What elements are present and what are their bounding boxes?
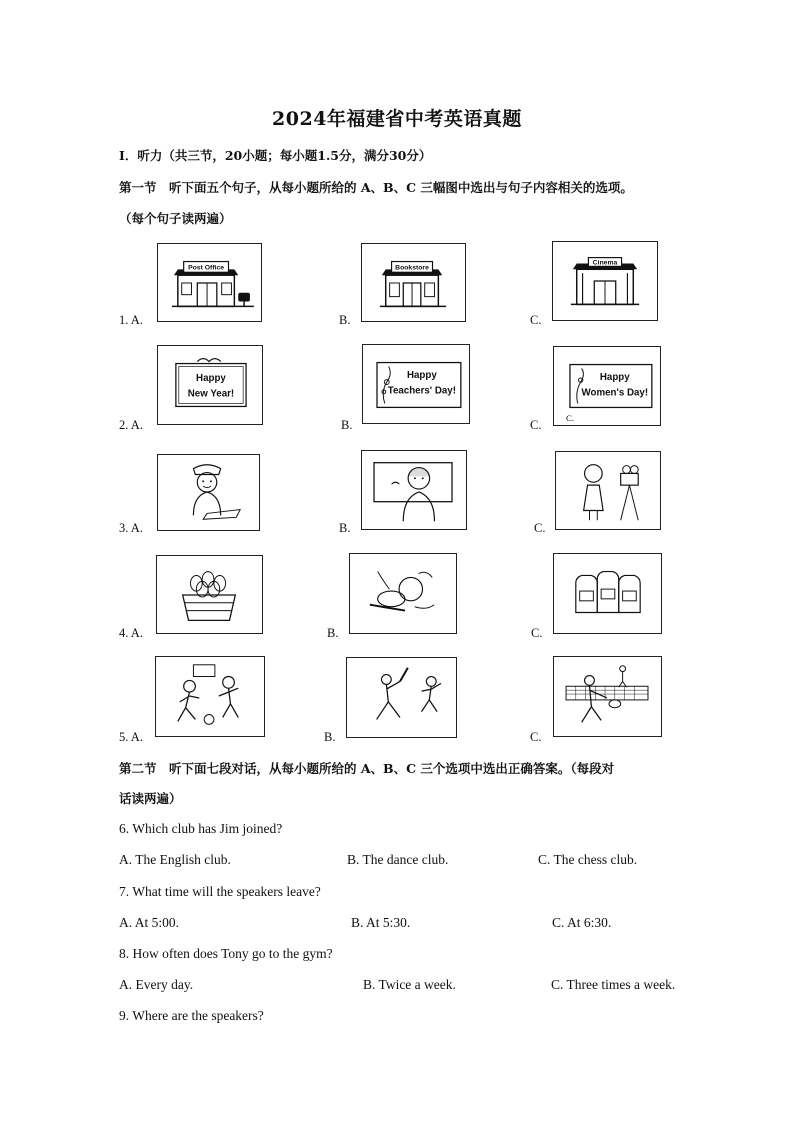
q5-label-c: C. — [530, 730, 542, 744]
q4-label-b: B. — [327, 626, 339, 640]
question-7-option-b[interactable]: B. At 5:30. — [351, 915, 411, 930]
question-7-option-a[interactable]: A. At 5:00. — [119, 915, 180, 930]
q2-label-c: C. — [530, 418, 542, 432]
q2-label-a: 2. A. — [119, 418, 143, 432]
question-7: 7. What time will the speakers leave? — [119, 884, 321, 899]
part1-note: （每个句子读两遍） — [119, 211, 232, 226]
q1-label-b: B. — [339, 313, 351, 327]
page-title: 2024年福建省中考英语真题 — [272, 108, 522, 130]
teachers-day-card-line1: Happy — [406, 370, 437, 382]
part1-instruction: 第一节 听下面五个句子，从每小题所给的 A、B、C 三幅图中选出与句子内容相关的选项。 — [119, 180, 633, 195]
q2-a-new-year-card-image[interactable] — [157, 345, 263, 425]
q3-b-teacher-image[interactable] — [361, 450, 467, 530]
q1-label-a: 1. A. — [119, 313, 143, 327]
question-6-option-c[interactable]: C. The chess club. — [538, 852, 638, 867]
womens-day-card-line2: Women's Day! — [581, 387, 649, 399]
q1-b-bookstore-image[interactable] — [361, 243, 466, 322]
q2-c-inner-label: C. — [566, 413, 575, 424]
womens-day-card-line1: Happy — [599, 372, 630, 384]
q4-a-egg-basket-image[interactable] — [156, 555, 263, 634]
q5-label-b: B. — [324, 730, 336, 744]
part2-instruction: 第二节 听下面七段对话，从每小题所给的 A、B、C 三个选项中选出正确答案。（每段对 — [119, 761, 615, 776]
teachers-day-card-line2: Teachers' Day! — [387, 385, 456, 397]
bookstore-sign: Bookstore — [395, 264, 429, 272]
question-8-option-c[interactable]: C. Three times a week. — [551, 977, 676, 992]
q5-a-soccer-image[interactable] — [155, 656, 265, 737]
q4-label-a: 4. A. — [119, 626, 143, 640]
q5-c-tennis-image[interactable] — [553, 656, 662, 737]
q3-c-reporter-camera-image[interactable] — [555, 451, 661, 530]
question-6: 6. Which club has Jim joined? — [119, 821, 283, 836]
q1-label-c: C. — [530, 313, 542, 327]
q3-label-a: 3. A. — [119, 521, 143, 535]
question-9: 9. Where are the speakers? — [119, 1008, 264, 1023]
question-8-option-a[interactable]: A. Every day. — [119, 977, 194, 992]
q2-b-teachers-day-card-image[interactable] — [362, 344, 470, 424]
q5-b-baseball-image[interactable] — [346, 657, 457, 738]
question-8: 8. How often does Tony go to the gym? — [119, 946, 333, 961]
q5-label-a: 5. A. — [119, 730, 143, 744]
new-year-card-line1: Happy — [196, 373, 226, 385]
q1-c-cinema-image[interactable] — [552, 241, 658, 321]
q2-label-b: B. — [341, 418, 353, 432]
q3-a-nurse-image[interactable] — [157, 454, 260, 531]
question-6-option-b[interactable]: B. The dance club. — [347, 852, 449, 867]
post-office-sign: Post Office — [188, 264, 225, 272]
new-year-card-line2: New Year! — [187, 388, 235, 400]
section-header: I．听力（共三节，20小题；每小题1.5分，满分30分） — [119, 148, 432, 163]
q2-c-womens-day-card-image[interactable] — [553, 346, 661, 426]
q1-a-post-office-image[interactable] — [157, 243, 262, 322]
q4-label-c: C. — [531, 626, 543, 640]
q3-label-b: B. — [339, 521, 351, 535]
q4-c-milk-bottles-image[interactable] — [553, 553, 662, 634]
question-8-option-b[interactable]: B. Twice a week. — [363, 977, 456, 992]
question-6-option-a[interactable]: A. The English club. — [119, 852, 231, 867]
q4-b-vegetables-image[interactable] — [349, 553, 457, 634]
question-7-option-c[interactable]: C. At 6:30. — [552, 915, 612, 930]
cinema-sign: Cinema — [592, 259, 618, 267]
part2-instruction-cont: 话读两遍） — [119, 791, 182, 806]
q3-label-c: C. — [534, 521, 546, 535]
